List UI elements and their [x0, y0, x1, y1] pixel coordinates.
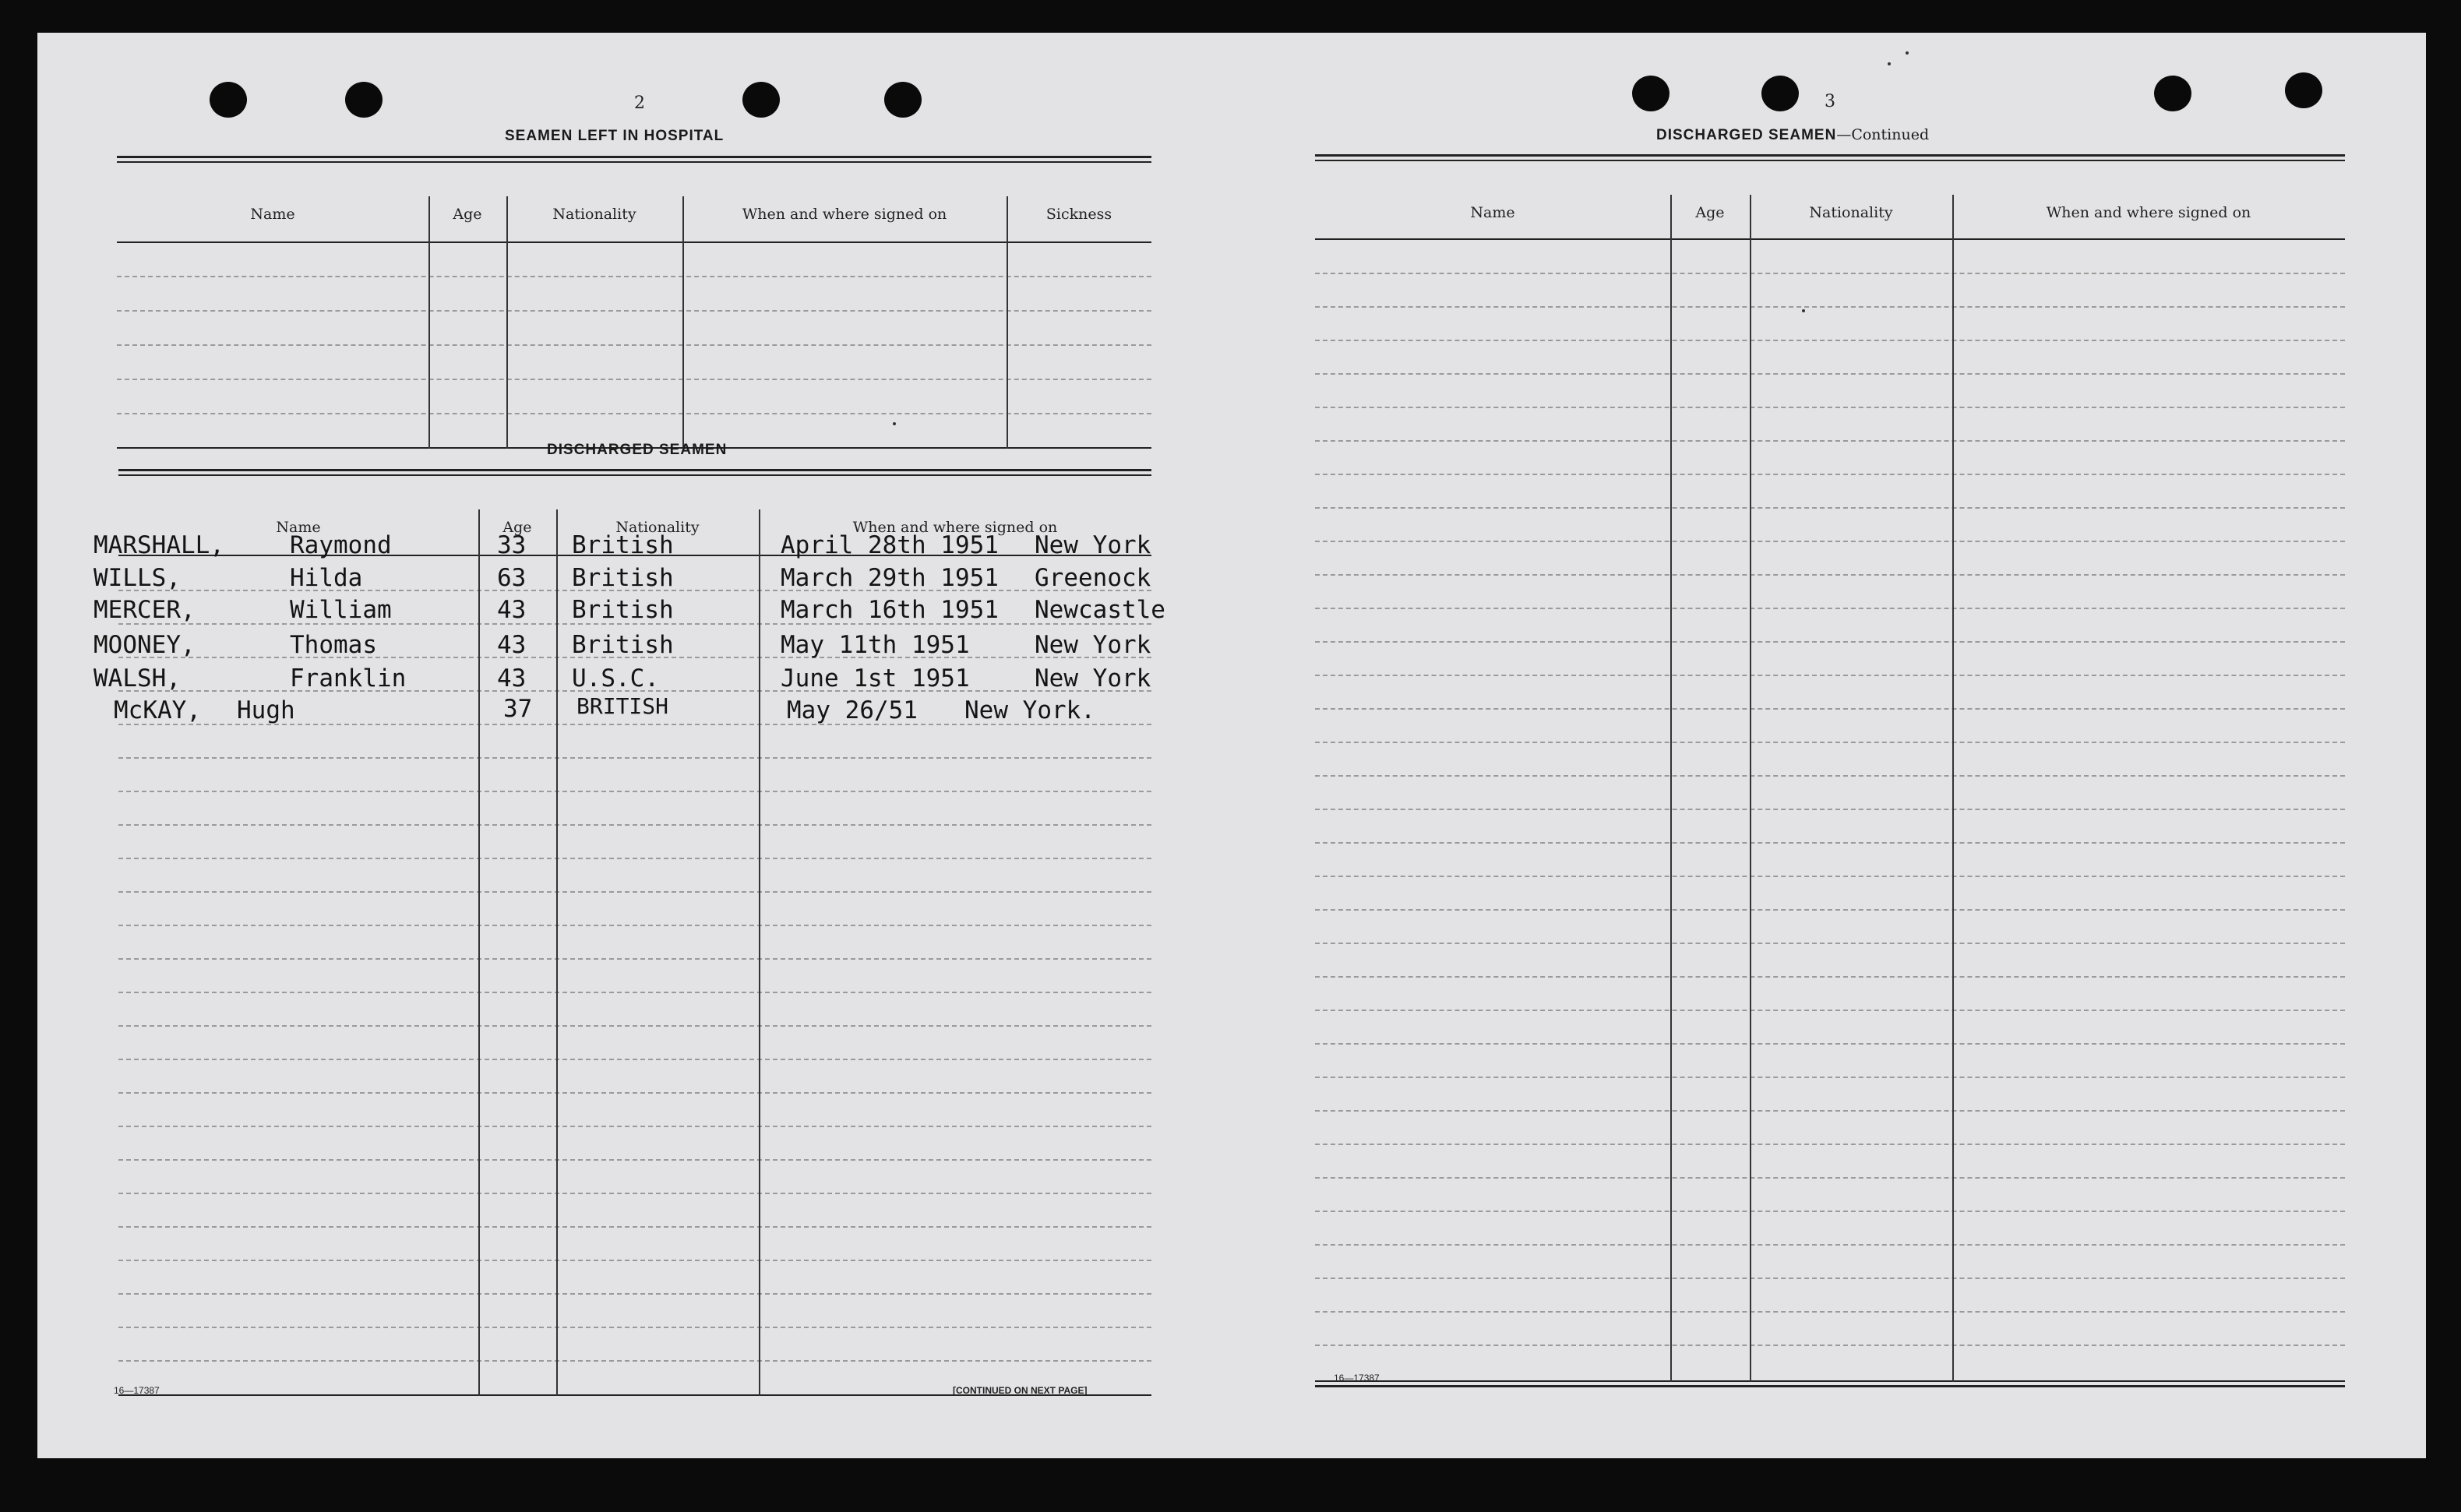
discharged-continued-table: [1315, 154, 2345, 1401]
seaman-given-name: Franklin: [290, 664, 407, 693]
page-number: 3: [1825, 92, 1835, 111]
col-header-nationality: Nationality: [615, 519, 700, 536]
form-number: 16—17387: [1334, 1373, 1380, 1383]
dust-speck: [1906, 51, 1909, 55]
discharged-title-text: DISCHARGED SEAMEN: [1656, 127, 1837, 143]
seaman-age: 43: [497, 664, 527, 693]
col-header-nationality: Nationality: [1809, 204, 1893, 221]
seaman-nationality: British: [572, 631, 674, 659]
signed-on-place: New York: [1035, 631, 1151, 659]
seaman-surname: WILLS,: [93, 564, 181, 592]
seaman-age: 37: [503, 695, 533, 723]
signed-on-date: March 29th 1951: [781, 564, 999, 592]
seaman-age: 63: [497, 564, 527, 592]
signed-on-date: March 16th 1951: [781, 596, 999, 624]
seaman-given-name: Raymond: [290, 531, 392, 559]
col-header-age: Age: [453, 206, 482, 223]
seaman-age: 43: [497, 631, 527, 659]
punch-hole: [2285, 72, 2322, 108]
signed-on-place: New York.: [964, 696, 1095, 724]
signed-on-date: May 11th 1951: [781, 631, 970, 659]
punch-hole: [1761, 76, 1799, 111]
seaman-given-name: Hilda: [290, 564, 363, 592]
col-header-nationality: Nationality: [552, 206, 636, 223]
seaman-surname: WALSH,: [93, 664, 181, 693]
signed-on-place: Greenock: [1035, 564, 1151, 592]
seaman-age: 43: [497, 596, 527, 624]
seaman-nationality: British: [572, 596, 674, 624]
discharged-continued-title: [1656, 126, 1929, 144]
col-header-when-where: When and where signed on: [742, 206, 947, 223]
punch-hole: [884, 82, 922, 118]
hospital-table: [117, 156, 1151, 452]
page-number: 2: [634, 93, 645, 113]
seaman-given-name: William: [290, 596, 392, 624]
col-header-age: Age: [502, 519, 532, 536]
punch-hole: [2154, 76, 2191, 111]
signed-on-place: Newcastle: [1035, 596, 1165, 624]
punch-hole: [742, 82, 780, 118]
signed-on-date: May 26/51: [787, 696, 918, 724]
seaman-nationality: British: [572, 564, 674, 592]
signed-on-date: June 1st 1951: [781, 664, 970, 693]
signed-on-place: New York: [1035, 664, 1151, 693]
col-header-name: Name: [250, 206, 295, 223]
col-header-sickness: Sickness: [1045, 206, 1112, 223]
signed-on-date: April 28th 1951: [781, 531, 999, 559]
seaman-nationality: BRITISH: [576, 693, 669, 719]
seaman-surname: MOONEY,: [93, 631, 196, 659]
continued-note: [CONTINUED ON NEXT PAGE]: [953, 1385, 1088, 1396]
seaman-surname: MERCER,: [93, 596, 196, 624]
signed-on-place: New York: [1035, 531, 1151, 559]
col-header-name: Name: [276, 519, 321, 536]
seaman-given-name: Thomas: [290, 631, 377, 659]
seaman-nationality: British: [572, 531, 674, 559]
crew-list-sheet: [37, 33, 2426, 1458]
dust-speck: [1888, 62, 1891, 65]
continued-suffix: —Continued: [1836, 126, 1930, 143]
hospital-section-title: SEAMEN LEFT IN HOSPITAL: [505, 128, 725, 144]
punch-hole: [1632, 76, 1669, 111]
seaman-given-name: Hugh: [237, 696, 295, 724]
col-header-when-where: When and where signed on: [852, 519, 1058, 536]
col-header-name: Name: [1470, 204, 1515, 221]
seaman-nationality: U.S.C.: [572, 664, 659, 693]
discharged-section-title: DISCHARGED SEAMEN: [547, 442, 728, 458]
col-header-when-where: When and where signed on: [2046, 204, 2251, 221]
punch-hole: [345, 82, 383, 118]
form-number: 16—17387: [114, 1385, 160, 1396]
seaman-surname: McKAY,: [114, 696, 201, 724]
seaman-surname: MARSHALL,: [93, 531, 224, 559]
col-header-age: Age: [1695, 204, 1725, 221]
seaman-age: 33: [497, 531, 527, 559]
punch-hole: [210, 82, 247, 118]
